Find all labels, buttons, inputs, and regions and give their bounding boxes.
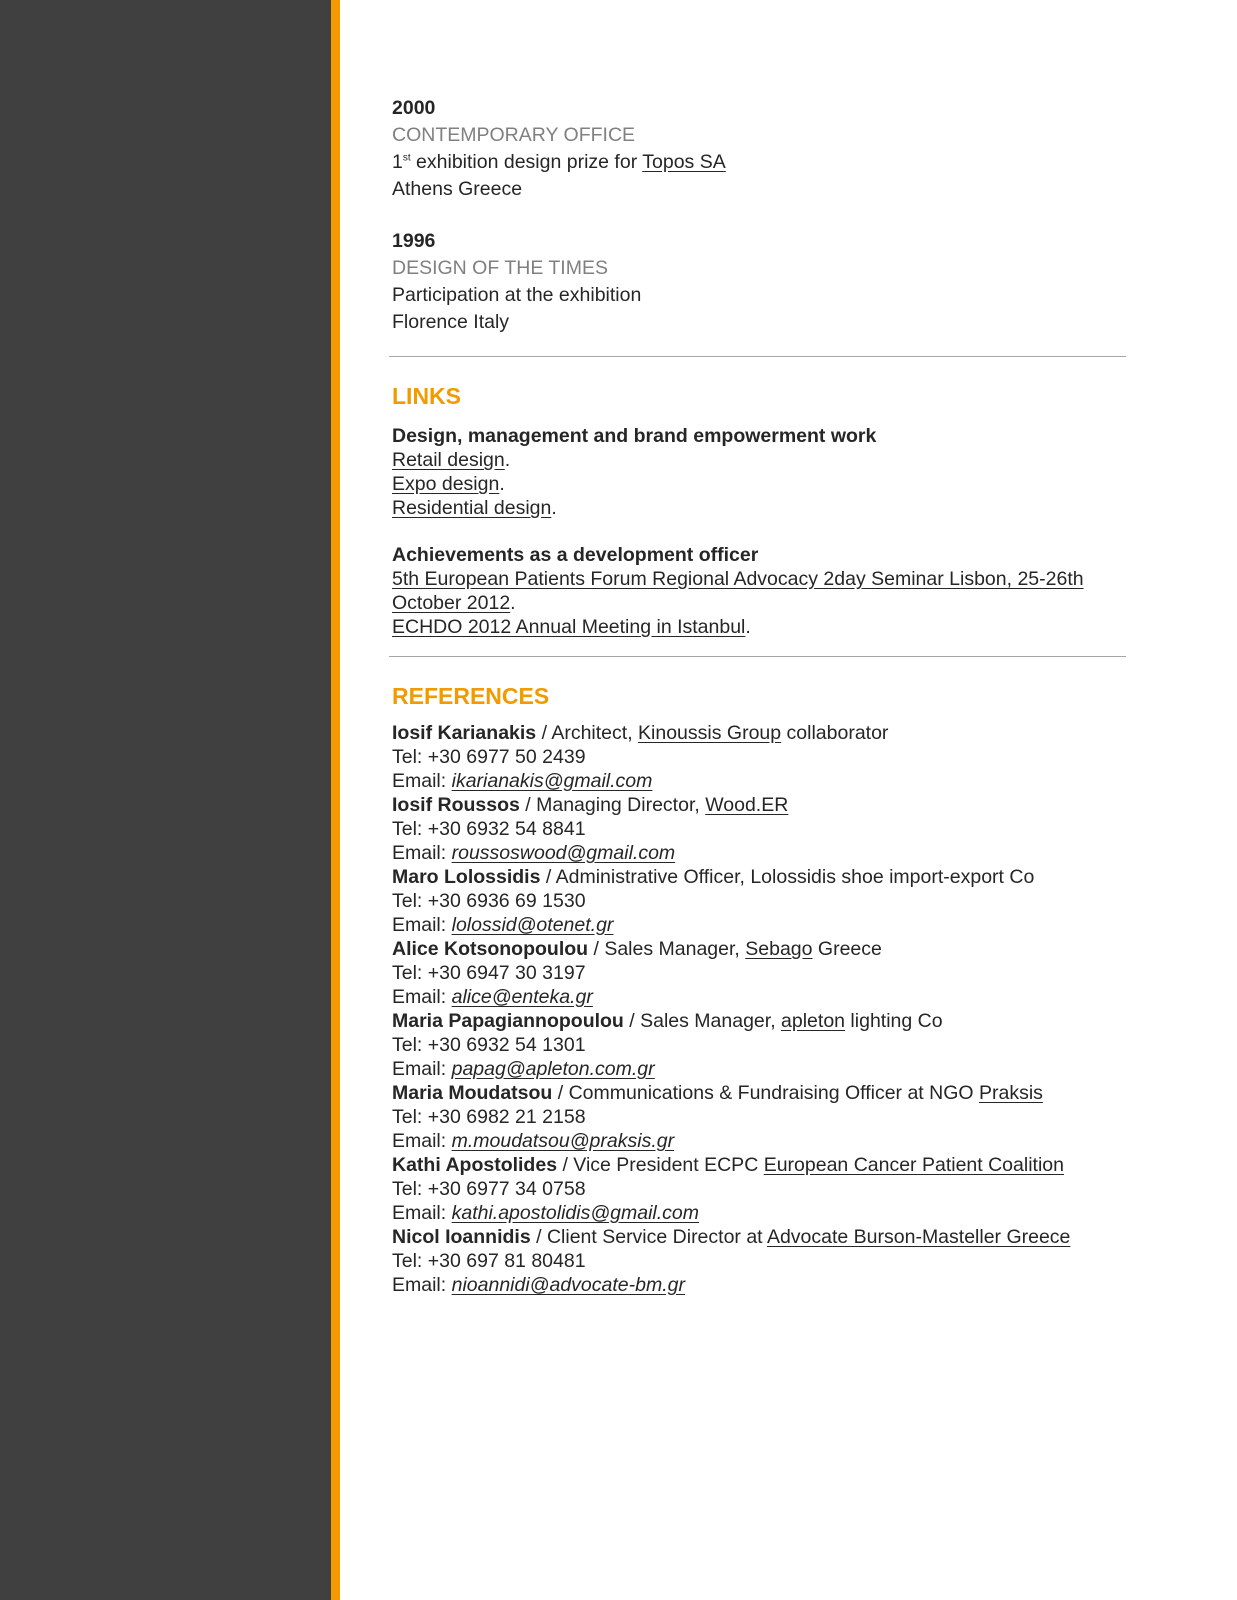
tel-label: Tel: [392, 1250, 428, 1272]
tel-label: Tel: [392, 746, 428, 768]
email-link[interactable]: lolossid@otenet.gr [451, 914, 614, 936]
reference-role-suffix: lighting Co [845, 1010, 943, 1032]
reference-item [392, 1225, 1132, 1297]
reference-name: Maria Papagiannopoulou [392, 1010, 624, 1032]
awards-section [392, 96, 1132, 334]
link-item: Retail design. [392, 449, 511, 471]
reference-org-link[interactable]: Sebago [745, 938, 813, 960]
award-rank: 1 [392, 151, 403, 173]
email-link[interactable]: ikarianakis@gmail.com [451, 770, 653, 792]
reference-name: Iosif Roussos [392, 794, 520, 816]
references-section [392, 682, 1132, 1297]
reference-role: / Communications & Fundraising Officer at NGO [552, 1082, 979, 1104]
reference-role: / Sales Manager, [623, 1010, 782, 1032]
award-year: 2000 [392, 97, 436, 119]
reference-org-link[interactable]: Advocate Burson-Masteller Greece [766, 1226, 1071, 1248]
references-heading: REFERENCES [392, 683, 550, 709]
email-label: Email: [392, 1130, 452, 1152]
reference-role: / Managing Director, [519, 794, 706, 816]
reference-name: Maro Lolossidis [392, 866, 541, 888]
expo-design-link[interactable]: Expo design [392, 473, 500, 495]
reference-tel [392, 817, 1132, 841]
link-item: Expo design. [392, 473, 505, 495]
reference-header [392, 1153, 1132, 1177]
email-link[interactable]: roussoswood@gmail.com [451, 842, 676, 864]
award-location: Florence Italy [392, 311, 510, 333]
email-label: Email: [392, 986, 452, 1008]
reference-role: / Client Service Director at [530, 1226, 767, 1248]
reference-list [392, 721, 1132, 1297]
tel-number: +30 6977 34 0758 [427, 1178, 586, 1200]
reference-name: Alice Kotsonopoulou [392, 938, 589, 960]
accent-stripe [331, 0, 340, 1600]
reference-role: / Vice President ECPC [557, 1154, 764, 1176]
email-label: Email: [392, 1274, 452, 1296]
reference-email [392, 1129, 1132, 1153]
reference-email [392, 1201, 1132, 1225]
reference-email [392, 985, 1132, 1009]
reference-tel [392, 1033, 1132, 1057]
link-item: 5th European Patients Forum Regional Advocacy 2day Seminar Lisbon, 25-26th October 2012. [392, 568, 1084, 614]
tel-label: Tel: [392, 1106, 428, 1128]
email-link[interactable]: kathi.apostolidis@gmail.com [451, 1202, 700, 1224]
reference-header [392, 1009, 1132, 1033]
reference-role-suffix: Greece [812, 938, 882, 960]
tel-number: +30 6977 50 2439 [427, 746, 586, 768]
reference-email [392, 1273, 1132, 1297]
tel-number: +30 6947 30 3197 [427, 962, 586, 984]
divider [389, 356, 1126, 357]
award-location: Athens Greece [392, 178, 523, 200]
reference-tel [392, 961, 1132, 985]
tel-label: Tel: [392, 1178, 428, 1200]
reference-email [392, 841, 1132, 865]
reference-name: Kathi Apostolides [392, 1154, 558, 1176]
link-item: ECHDO 2012 Annual Meeting in Istanbul. [392, 616, 751, 638]
topos-link[interactable]: Topos SA [642, 151, 726, 173]
email-label: Email: [392, 914, 452, 936]
tel-number: +30 6982 21 2158 [427, 1106, 586, 1128]
email-link[interactable]: alice@enteka.gr [451, 986, 593, 1008]
tel-number: +30 697 81 80481 [427, 1250, 586, 1272]
links-heading: LINKS [392, 383, 461, 409]
reference-item [392, 793, 1132, 865]
reference-org-link[interactable]: Wood.ER [705, 794, 789, 816]
award-title: DESIGN OF THE TIMES [392, 257, 608, 279]
reference-header [392, 1081, 1132, 1105]
reference-item [392, 865, 1132, 937]
reference-role-suffix: collaborator [781, 722, 889, 744]
tel-label: Tel: [392, 818, 428, 840]
reference-header [392, 793, 1132, 817]
tel-number: +30 6932 54 8841 [427, 818, 586, 840]
tel-label: Tel: [392, 890, 428, 912]
reference-tel [392, 1177, 1132, 1201]
reference-email [392, 1057, 1132, 1081]
email-label: Email: [392, 1202, 452, 1224]
email-label: Email: [392, 770, 452, 792]
reference-header [392, 1225, 1132, 1249]
award-title: CONTEMPORARY OFFICE [392, 124, 636, 146]
links-section [392, 382, 1132, 639]
reference-header [392, 937, 1132, 961]
tel-number: +30 6936 69 1530 [427, 890, 586, 912]
reference-org-link[interactable]: European Cancer Patient Coalition [763, 1154, 1064, 1176]
reference-item [392, 1081, 1132, 1153]
email-link[interactable]: nioannidi@advocate-bm.gr [451, 1274, 685, 1296]
reference-email [392, 913, 1132, 937]
reference-header [392, 721, 1132, 745]
design-work-title: Design, management and brand empowerment work [392, 425, 877, 447]
link-item: Residential design. [392, 497, 557, 519]
email-link[interactable]: m.moudatsou@praksis.gr [451, 1130, 675, 1152]
tel-number: +30 6932 54 1301 [427, 1034, 586, 1056]
award-description: Participation at the exhibition [392, 284, 642, 306]
award-year: 1996 [392, 230, 436, 252]
tel-label: Tel: [392, 1034, 428, 1056]
reference-email [392, 769, 1132, 793]
reference-item [392, 937, 1132, 1009]
reference-role: / Architect, [536, 722, 639, 744]
reference-item [392, 721, 1132, 793]
reference-role: / Sales Manager, [588, 938, 746, 960]
award-description [392, 150, 1132, 174]
reference-name: Maria Moudatsou [392, 1082, 553, 1104]
residential-design-link[interactable]: Residential design [392, 497, 552, 519]
reference-item [392, 1009, 1132, 1081]
reference-header [392, 865, 1132, 889]
award-rank-suffix: st [402, 152, 411, 164]
email-label: Email: [392, 842, 452, 864]
award-item [392, 96, 1132, 201]
achievements-title: Achievements as a development officer [392, 544, 759, 566]
reference-org-link[interactable]: Praksis [978, 1082, 1043, 1104]
reference-name: Nicol Ioannidis [392, 1226, 531, 1248]
reference-tel [392, 1105, 1132, 1129]
reference-org-link[interactable]: apleton [781, 1010, 846, 1032]
epf-seminar-link[interactable]: 5th European Patients Forum Regional Advocacy 2day Seminar Lisbon, 25-26th October 2012 [392, 568, 1084, 614]
echdo-meeting-link[interactable]: ECHDO 2012 Annual Meeting in Istanbul [392, 616, 746, 638]
reference-tel [392, 889, 1132, 913]
reference-tel [392, 745, 1132, 769]
sidebar [0, 0, 331, 1600]
divider [389, 656, 1126, 657]
tel-label: Tel: [392, 962, 428, 984]
reference-name: Iosif Karianakis [392, 722, 537, 744]
award-desc-text: exhibition design prize for [410, 151, 643, 173]
reference-tel [392, 1249, 1132, 1273]
award-item [392, 229, 1132, 334]
reference-org-link[interactable]: Kinoussis Group [638, 722, 782, 744]
reference-role: / Administrative Officer, Lolossidis shoe import-export Co [540, 866, 1035, 888]
email-label: Email: [392, 1058, 452, 1080]
reference-item [392, 1153, 1132, 1225]
email-link[interactable]: papag@apleton.com.gr [451, 1058, 655, 1080]
retail-design-link[interactable]: Retail design [392, 449, 505, 471]
